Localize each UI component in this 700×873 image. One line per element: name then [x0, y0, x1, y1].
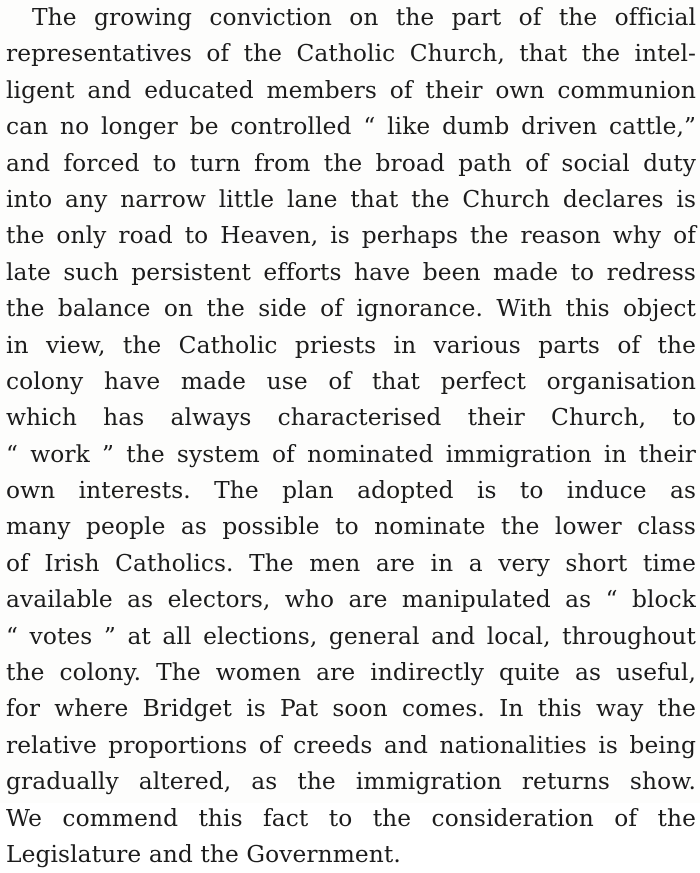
- text-line: relative proportions of creeds and nationalities is being: [6, 731, 696, 759]
- article-paragraph: [6, 0, 696, 873]
- text-line: the only road to Heaven, is perhaps the reason why of: [6, 222, 696, 250]
- text-line: and forced to turn from the broad path of social duty: [6, 149, 696, 177]
- text-line: colony have made use of that perfect organisation: [6, 367, 696, 395]
- text-line: The growing conviction on the part of the official: [32, 4, 696, 31]
- text-line: for where Bridget is Pat soon comes. In this way the: [6, 695, 696, 723]
- text-line: own interests. The plan adopted is to induce as: [6, 477, 696, 505]
- text-line: into any narrow little lane that the Church declares is: [6, 185, 696, 213]
- text-line: late such persistent efforts have been made to redress: [6, 258, 696, 286]
- text-line: which has always characterised their Church, to: [6, 404, 696, 432]
- text-line: Legislature and the Government.: [6, 840, 401, 868]
- text-line: ligent and educated members of their own communion: [6, 76, 696, 104]
- text-line: representatives of the Catholic Church, that the intel-: [6, 40, 696, 68]
- text-line: can no longer be controlled “ like dumb driven cattle,”: [6, 113, 696, 141]
- text-line: gradually altered, as the immigration returns show.: [6, 768, 696, 796]
- text-line: many people as possible to nominate the lower class: [6, 513, 696, 541]
- text-line: the balance on the side of ignorance. With this object: [6, 295, 696, 323]
- text-line: “ votes ” at all elections, general and local, throughout: [6, 622, 696, 650]
- text-line: available as electors, who are manipulated as “ block: [6, 586, 696, 614]
- text-line: We commend this fact to the consideration of the: [6, 804, 696, 832]
- text-line: in view, the Catholic priests in various parts of the: [6, 331, 696, 359]
- text-line: the colony. The women are indirectly quite as useful,: [6, 659, 696, 687]
- text-line: “ work ” the system of nominated immigration in their: [6, 440, 696, 468]
- text-line: of Irish Catholics. The men are in a very short time: [6, 549, 696, 577]
